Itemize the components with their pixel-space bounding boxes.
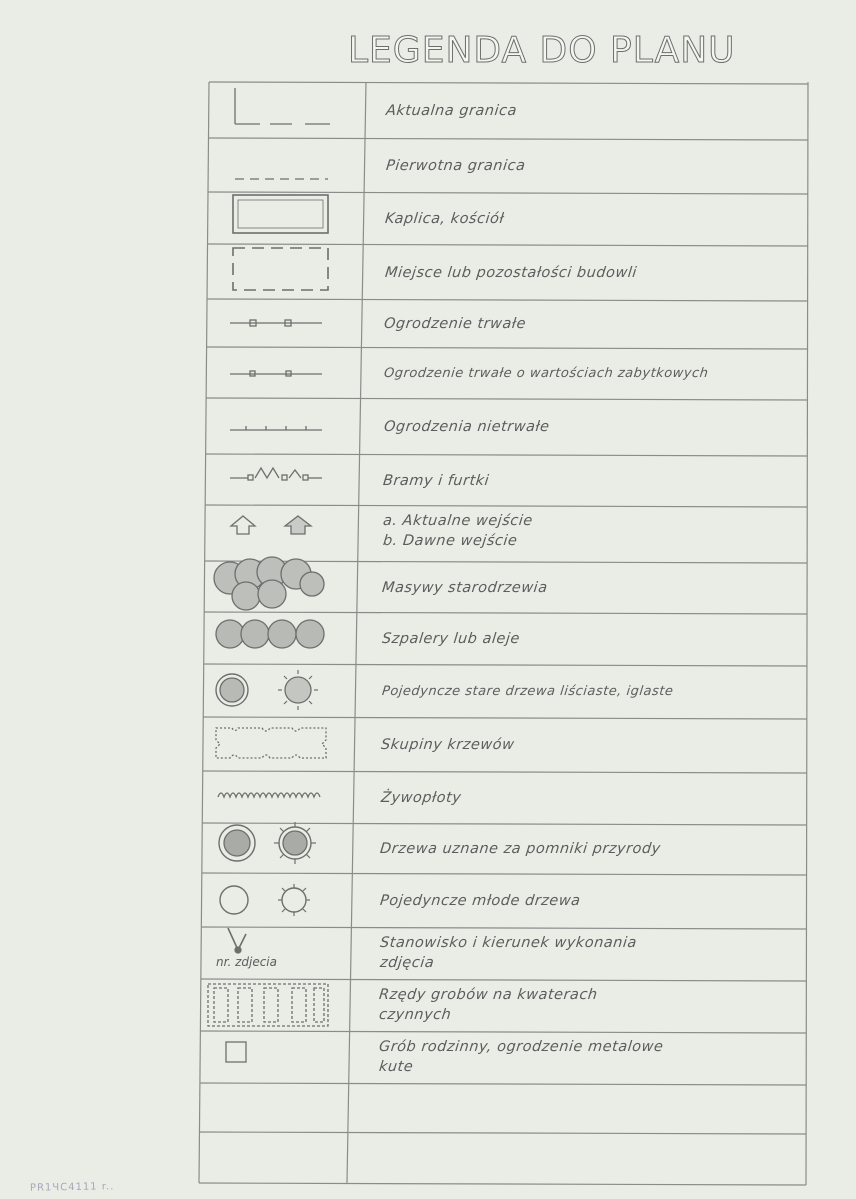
legend-label: Aktualna granica xyxy=(385,103,518,119)
building-remains-icon xyxy=(233,248,328,290)
legend-label: Skupiny krzewów xyxy=(380,737,516,753)
legend-label: Kaplica, kościół xyxy=(384,211,506,227)
legend-label: Ogrodzenie trwałe xyxy=(383,316,528,332)
legend-label: czynnych xyxy=(378,1007,453,1023)
legend-label: Pojedyncze młode drzewa xyxy=(379,893,582,909)
current-border-icon xyxy=(235,88,330,124)
old-tree-clusters-icon xyxy=(214,557,324,610)
legend-label: Pojedyncze stare drzewa liściaste, iglaste xyxy=(380,683,674,699)
permanent-fence-icon xyxy=(230,320,322,326)
single-old-trees-icon xyxy=(216,670,318,710)
legend-label: Ogrodzenie trwałe o wartościach zabytkowych xyxy=(383,365,710,381)
page-title: LEGENDA DO PLANU xyxy=(348,30,736,71)
entrances-icon xyxy=(231,516,311,534)
legend-label: b. Dawne wejście xyxy=(381,533,518,549)
legend-label: Stanowisko i kierunek wykonania xyxy=(378,935,638,951)
legend-label: Miejsce lub pozostałości budowli xyxy=(383,264,638,281)
chapel-icon xyxy=(233,195,328,233)
alleys-icon xyxy=(216,620,324,648)
young-trees-icon xyxy=(220,884,310,916)
family-grave-icon xyxy=(226,1042,246,1062)
legend-label: Masywy starodrzewia xyxy=(381,579,549,596)
legend-label: Drzewa uznane za pomniki przyrody xyxy=(379,841,662,857)
historic-fence-icon xyxy=(230,371,322,376)
legend-label: Bramy i furtki xyxy=(382,472,491,489)
grave-rows-icon xyxy=(208,984,328,1026)
legend-label: kute xyxy=(377,1059,414,1075)
legend-label: Rzędy grobów na kwaterach xyxy=(378,987,599,1003)
photo-position-icon xyxy=(228,928,246,953)
margin-note: PR1ЧC4111 r.. xyxy=(29,1181,115,1194)
hedges-icon xyxy=(218,793,320,797)
legend-label: a. Aktualne wejście xyxy=(381,513,534,529)
shrub-clusters-icon xyxy=(216,728,326,758)
legend-label: Żywopłoty xyxy=(379,790,462,806)
temporary-fence-icon xyxy=(230,426,322,430)
gates-icon xyxy=(230,468,322,480)
legend-label: zdjęcia xyxy=(378,955,435,971)
photo-number-caption: nr. zdjecia xyxy=(216,955,277,969)
legend-label: Pierwotna granica xyxy=(384,158,526,174)
nature-monuments-icon xyxy=(219,822,316,864)
legend-label: Ogrodzenia nietrwałe xyxy=(382,419,550,435)
legend-label: Szpalery lub aleje xyxy=(381,631,521,647)
legend-label: Grób rodzinny, ogrodzenie metalowe xyxy=(377,1039,664,1055)
